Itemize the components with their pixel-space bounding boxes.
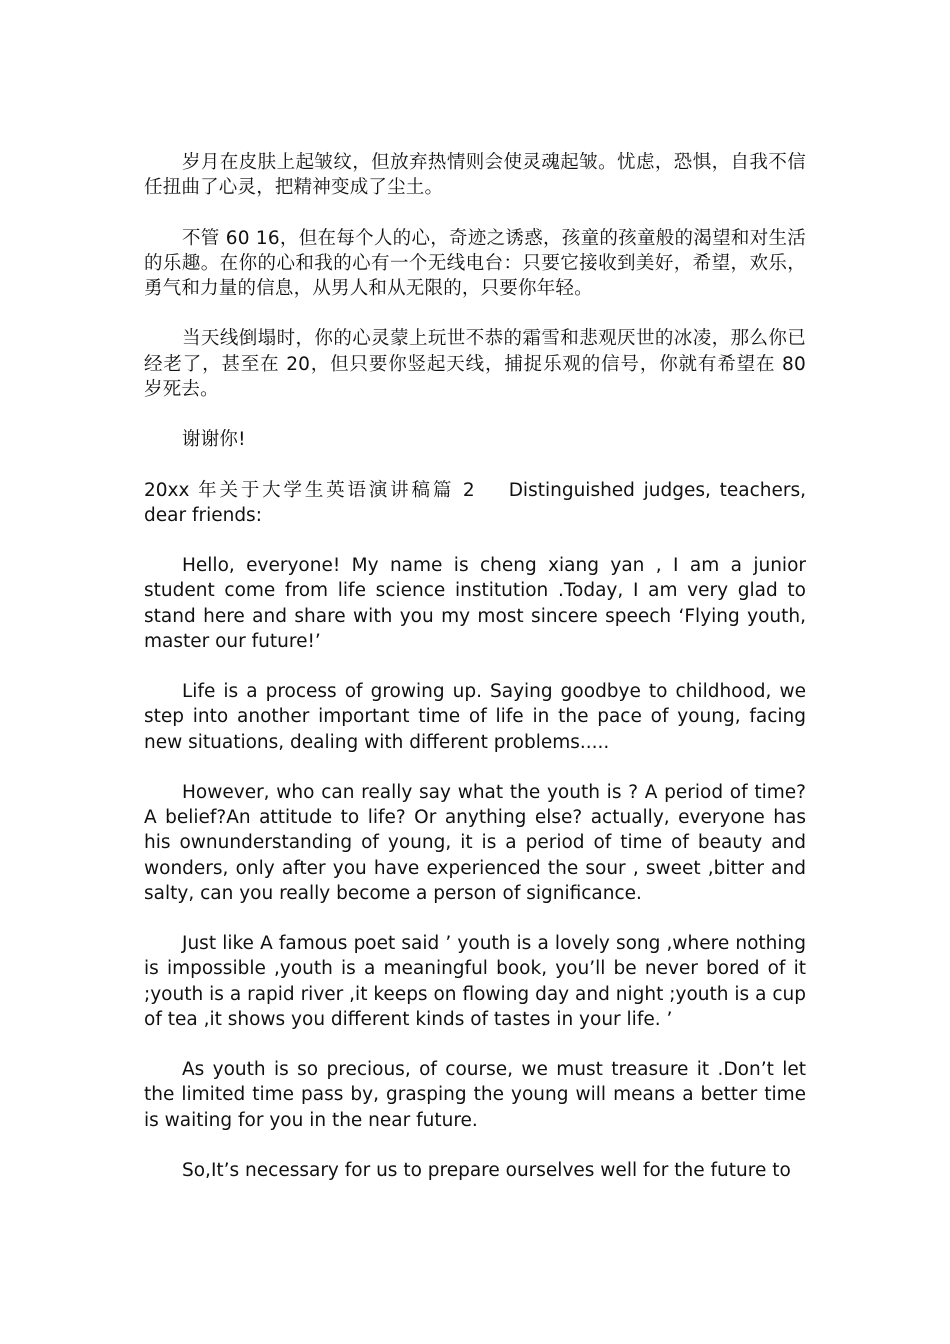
paragraph: However, who can really say what the youth is ? A period of time? A belief?An attitude to life? Or anything else? actually, everyone has his ownunderstanding of young, it is a period of time of beauty and wonders, only after you have experienced the sour , sweet ,bitter and salty, can you really become a person of significance. bbox=[144, 781, 806, 904]
paragraph: 岁月在皮肤上起皱纹，但放弃热情则会使灵魂起皱。忧虑，恐惧，自我不信任扭曲了心灵，把精神变成了尘土。 bbox=[144, 152, 806, 199]
section-title: 20xx 年关于大学生英语演讲稿篇 2 bbox=[144, 479, 475, 501]
paragraph: 不管 60 16，但在每个人的心，奇迹之诱惑，孩童的孩童般的渴望和对生活的乐趣。在你的心和我的心有一个无线电台：只要它接收到美好，希望，欢乐，勇气和力量的信息，从男人和从无限的，只要你年轻。 bbox=[144, 227, 806, 299]
paragraph: 当天线倒塌时，你的心灵蒙上玩世不恭的霜雪和悲观厌世的冰凌，那么你已经老了，甚至在 20，但只要你竖起天线，捕捉乐观的信号，你就有希望在 80 岁死去。 bbox=[144, 328, 806, 400]
paragraph: Hello, everyone! My name is cheng xiang yan , I am a junior student come from life science institution .Today, I am very glad to stand here and share with you my most sincere speech ‘Flying youth, master our future!’ bbox=[144, 555, 806, 652]
section-heading bbox=[144, 478, 806, 528]
paragraph: As youth is so precious, of course, we must treasure it .Don’t let the limited time pass by, grasping the young will means a better time is waiting for you in the near future. bbox=[144, 1059, 806, 1131]
document-page bbox=[144, 150, 806, 1208]
paragraph: Just like A famous poet said ’ youth is a lovely song ,where nothing is impossible ,youth is a meaningful book, you’ll be never bored of it ;youth is a rapid river ,it keeps on flowing day and night ;youth is a cup of tea ,it shows you different kinds of tastes in your life. ’ bbox=[144, 933, 806, 1030]
paragraph: Life is a process of growing up. Saying goodbye to childhood, we step into another important time of life in the pace of young, facing new situations, dealing with different problems..... bbox=[144, 681, 806, 753]
greeting-text: Distinguished judges, teachers, dear friends: bbox=[144, 479, 806, 526]
paragraph: So,It’s necessary for us to prepare ourselves well for the future to bbox=[182, 1159, 791, 1181]
paragraph: 谢谢你! bbox=[182, 429, 246, 451]
